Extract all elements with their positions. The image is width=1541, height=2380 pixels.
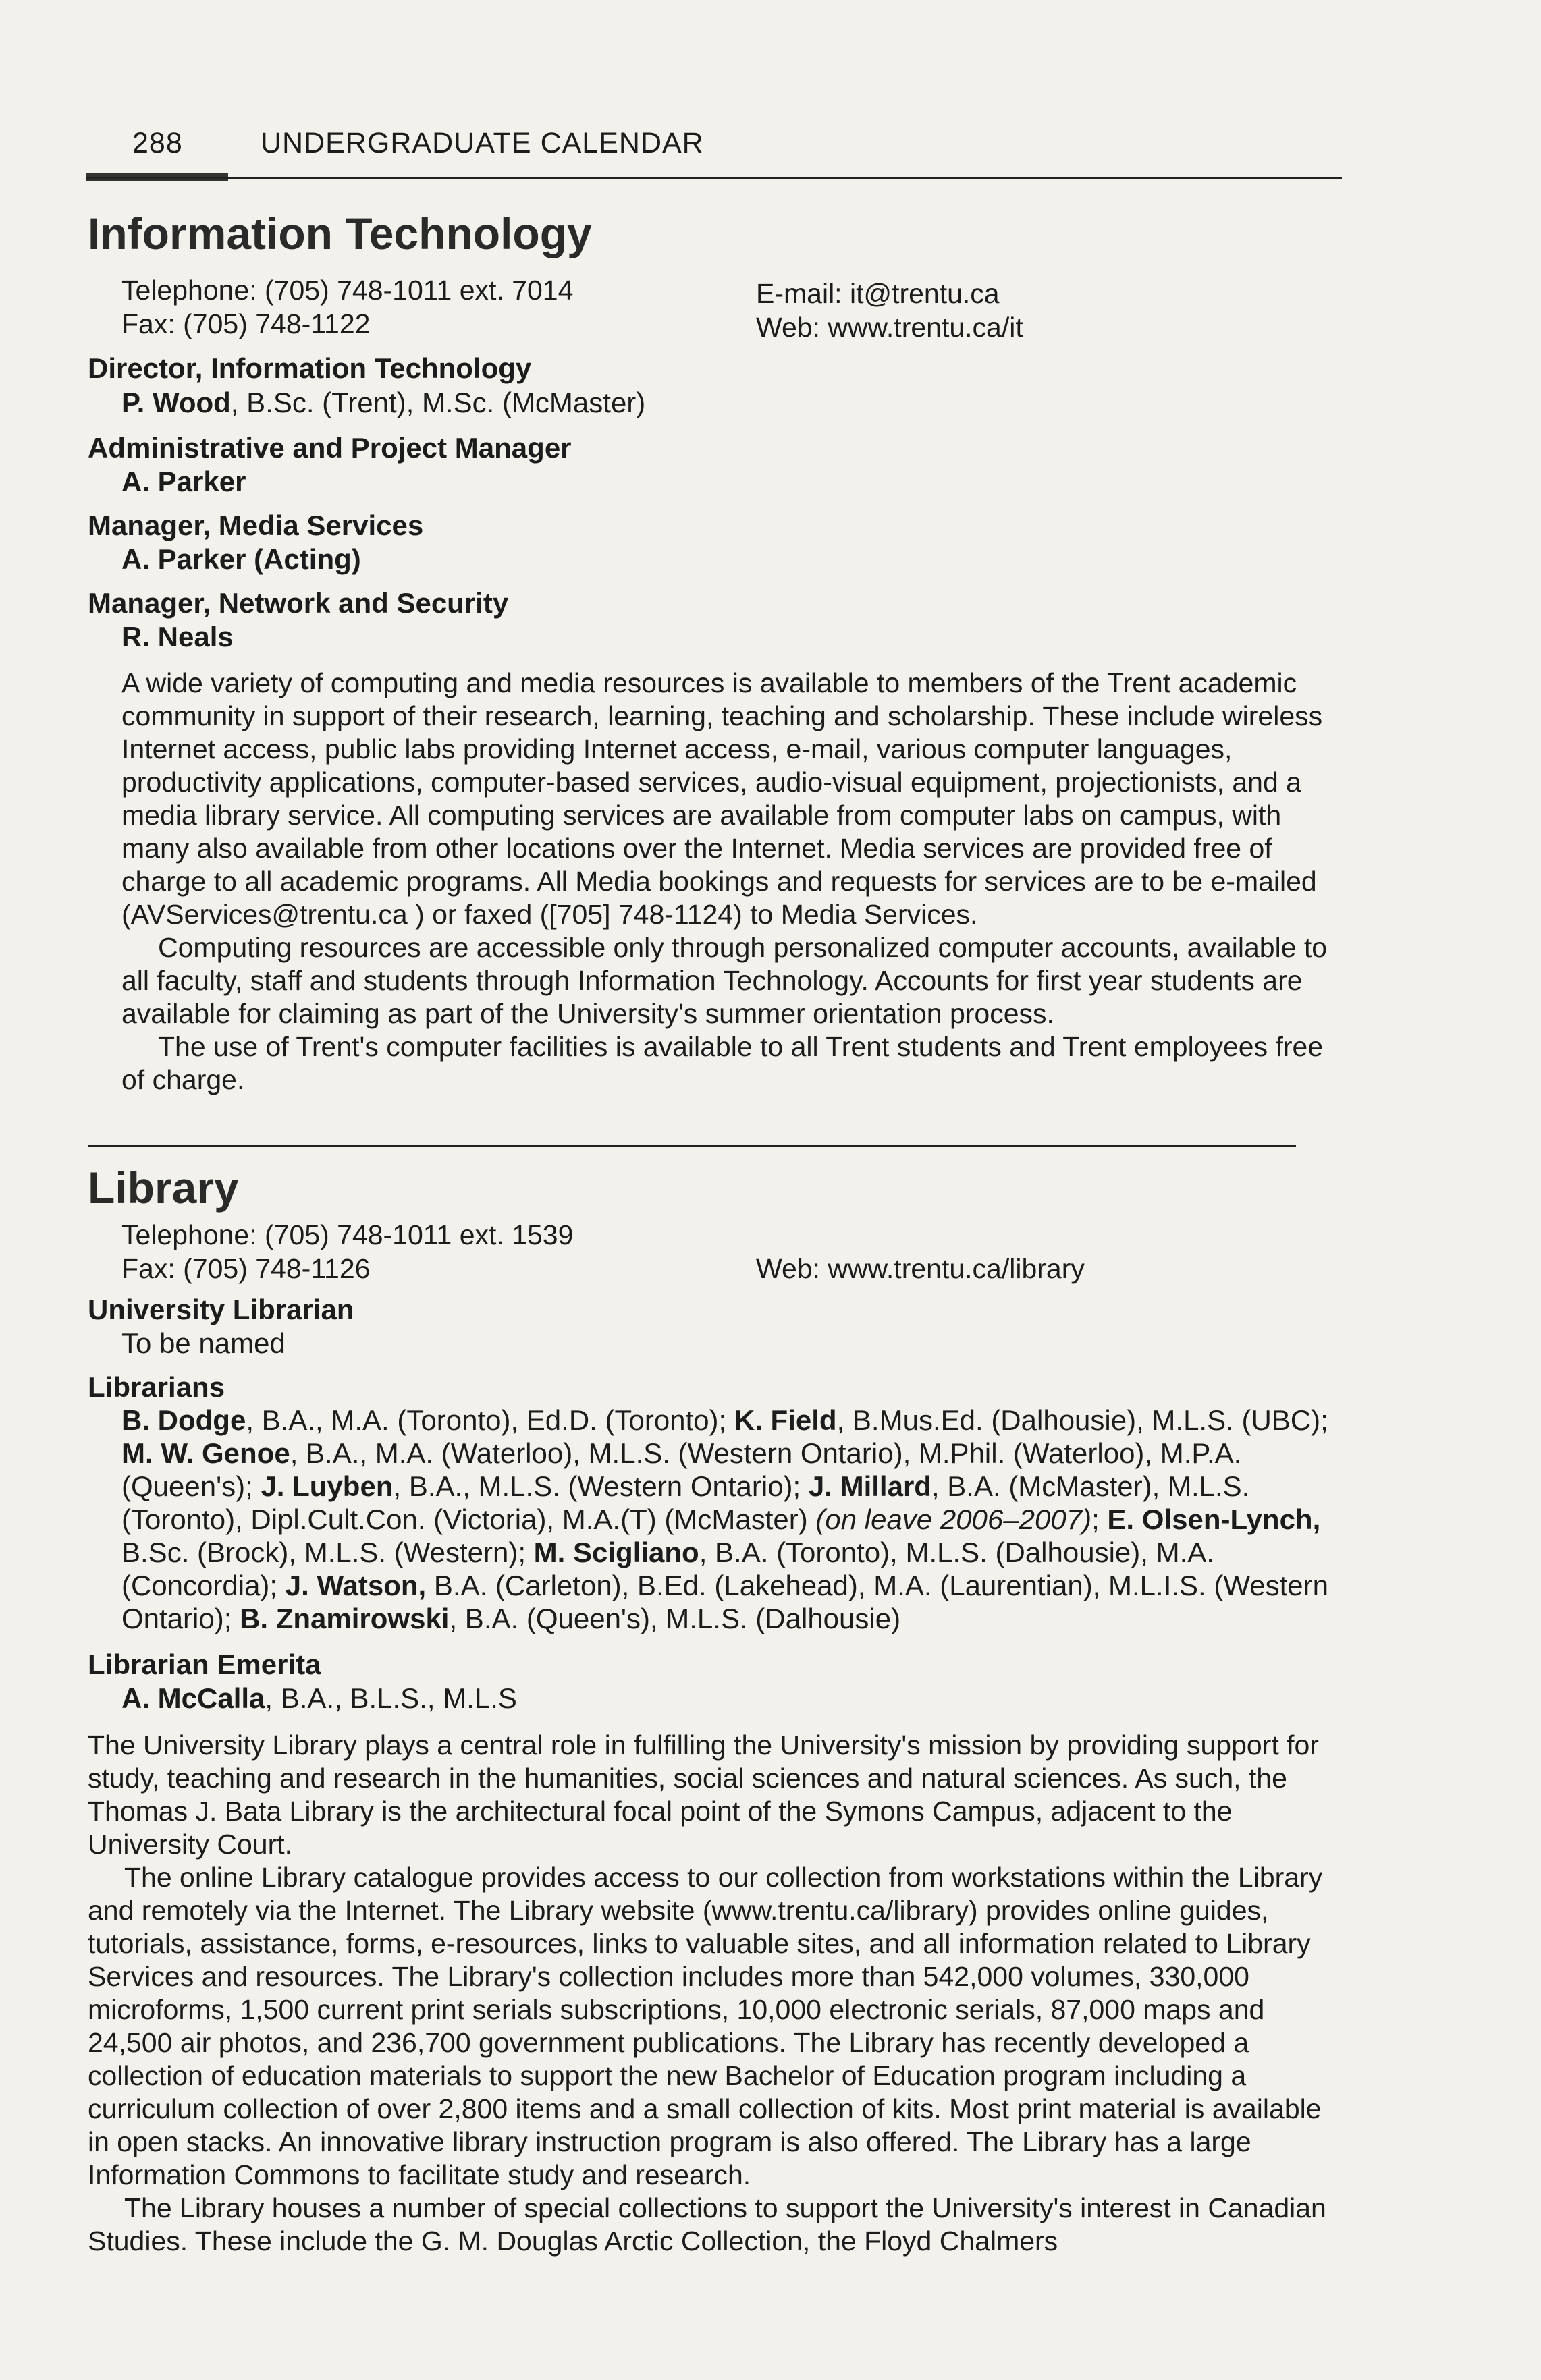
it-admin — [121, 466, 246, 498]
it-director-name: P. Wood — [121, 387, 231, 418]
it-telephone: Telephone: (705) 748-1011 ext. 7014 — [121, 275, 574, 306]
librarian-entry: E. Olsen-Lynch, B.Sc. (Brock), M.L.S. (Western); — [121, 1503, 1321, 1568]
library-emerita — [121, 1682, 517, 1715]
librarian-entry: B. Dodge, B.A., M.A. (Toronto), Ed.D. (Toronto); — [121, 1404, 734, 1436]
it-web: Web: www.trentu.ca/it — [756, 312, 1023, 343]
section-divider — [88, 1145, 1296, 1147]
librarian-entry: J. Millard, B.A. (McMaster), M.L.S. (Toronto), Dipl.Cult.Con. (Victoria), M.A.(T) (McMaster) (on leave 2006–2007); — [121, 1470, 1250, 1535]
it-paragraph-3: The use of Trent's computer facilities is available to all Trent students and Trent employees free of charge. — [121, 1031, 1324, 1095]
library-telephone: Telephone: (705) 748-1011 ext. 1539 — [121, 1219, 574, 1250]
it-section-title: Information Technology — [88, 209, 592, 258]
it-admin-title: Administrative and Project Manager — [88, 432, 572, 464]
library-section-title: Library — [88, 1163, 239, 1213]
library-paragraph-2: The online Library catalogue provides access to our collection from workstations within the Library and remotely via the Internet. The Library website (www.trentu.ca/library) provides online guides, tutorials, assistance, forms, e-resources, links to valuable sites, and all information related to Library Services and resources. The Library's collection includes more than 542,000 volumes, 330,000 microforms, 1,500 current print serials subscriptions, 10,000 electronic serials, 87,000 maps and 24,500 air photos, and 236,700 government publications. The Library has recently developed a collection of education materials to support the new Bachelor of Education program including a curriculum collection of over 2,800 items and a small collection of kits. Most print material is available in open stacks. An innovative library instruction program is also offered. The Library has a large Information Commons to facilitate study and research. — [88, 1862, 1323, 2190]
it-fax: Fax: (705) 748-1122 — [121, 308, 371, 339]
library-emerita-title: Librarian Emerita — [88, 1649, 321, 1680]
it-network-title: Manager, Network and Security — [88, 587, 509, 619]
library-emerita-creds: , B.A., B.L.S., M.L.S — [265, 1682, 517, 1714]
library-paragraph-1: The University Library plays a central role in fulfilling the University's mission by providing support for study, teaching and research in the humanities, social sciences and natural sciences. As such, the Thomas J. Bata Library is the architectural focal point of the Symons Campus, adjacent to the University Court. — [88, 1729, 1319, 1860]
it-body — [121, 667, 1336, 1097]
librarian-entry: M. W. Genoe, B.A., M.A. (Waterloo), M.L.S. (Western Ontario), M.Phil. (Waterloo), M.P.A. (Queen's); — [121, 1437, 1242, 1502]
library-web: Web: www.trentu.ca/library — [756, 1253, 1085, 1284]
library-fax: Fax: (705) 748-1126 — [121, 1253, 371, 1284]
library-paragraph-3: The Library houses a number of special collections to support the University's interest in Canadian Studies. These include the G. M. Douglas Arctic Collection, the Floyd Chalmers — [88, 2192, 1326, 2257]
it-director — [121, 387, 645, 419]
page-number: 288 — [132, 127, 183, 159]
library-univ-librarian-title: University Librarian — [88, 1294, 354, 1325]
it-email: E-mail: it@trentu.ca — [756, 278, 1000, 309]
it-network-name: R. Neals — [121, 621, 234, 653]
it-network — [121, 621, 234, 653]
running-head — [132, 127, 704, 160]
librarian-entry: J. Luyben, B.A., M.L.S. (Western Ontario); — [261, 1470, 809, 1502]
it-director-creds: , B.Sc. (Trent), M.Sc. (McMaster) — [230, 387, 646, 418]
librarian-entry: B. Znamirowski, B.A. (Queen's), M.L.S. (Dalhousie) — [240, 1603, 901, 1634]
library-contact-right — [756, 1252, 1085, 1285]
it-contact-right — [756, 277, 1023, 344]
running-title: UNDERGRADUATE CALENDAR — [261, 127, 704, 159]
it-media — [121, 543, 361, 576]
it-director-title: Director, Information Technology — [88, 352, 532, 384]
it-media-title: Manager, Media Services — [88, 509, 424, 541]
it-admin-name: A. Parker — [121, 466, 246, 497]
library-univ-librarian-name: To be named — [121, 1327, 286, 1359]
it-contact-left — [121, 273, 573, 341]
library-body — [88, 1729, 1336, 2258]
library-emerita-name: A. McCalla — [121, 1682, 265, 1714]
it-paragraph-1: A wide variety of computing and media resources is available to members of the Trent academic community in support of their research, learning, teaching and scholarship. These include wireless Internet access, public labs providing Internet access, e-mail, various computer languages, productivity applications, computer-based services, audio-visual equipment, projectionists, and a media library service. All computing services are available from computer labs on campus, with many also available from other locations over the Internet. Media services are provided free of charge to all academic programs. All Media bookings and requests for services are to be e-mailed (AVServices@trentu.ca ) or faxed ([705] 748-1124) to Media Services. — [121, 667, 1323, 930]
librarian-entry: M. Scigliano, B.A. (Toronto), M.L.S. (Dalhousie), M.A. (Concordia); — [121, 1537, 1214, 1601]
librarian-entry: J. Watson, B.A. (Carleton), B.Ed. (Lakehead), M.A. (Laurentian), M.L.I.S. (Western Ontario); — [121, 1570, 1328, 1634]
librarian-entry: K. Field, B.Mus.Ed. (Dalhousie), M.L.S. (UBC); — [734, 1404, 1328, 1436]
library-contact-left — [121, 1218, 573, 1285]
it-paragraph-2: Computing resources are accessible only through personalized computer accounts, available to all faculty, staff and students through Information Technology. Accounts for first year students are available for claiming as part of the University's summer orientation process. — [121, 932, 1328, 1029]
header-rule — [86, 177, 1342, 179]
library-librarians-list — [121, 1404, 1336, 1635]
leave-note: (on leave 2006–2007) — [815, 1503, 1092, 1535]
it-media-name: A. Parker (Acting) — [121, 543, 361, 575]
library-librarians-title: Librarians — [88, 1371, 225, 1403]
